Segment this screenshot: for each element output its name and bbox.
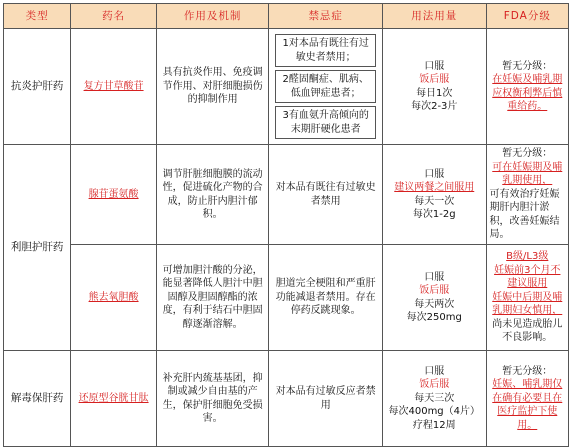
usage-dose: 每次2-3片 — [411, 101, 458, 112]
usage-route: 口服 — [424, 60, 445, 72]
contraindication-cell: 对本品有过敏反应者禁用 — [269, 351, 383, 447]
usage-frequency: 每日1次 — [416, 87, 453, 99]
drug-name-cell — [71, 29, 156, 145]
header-usage: 用法用量 — [382, 4, 486, 29]
contraindication-cell: 对本品有既往有过敏史者禁用 — [269, 145, 383, 245]
header-type: 类型 — [4, 4, 71, 29]
header-fda: FDA分级 — [486, 4, 568, 29]
usage-timing: 饭后服 — [419, 285, 450, 296]
usage-dose: 每次250mg — [406, 312, 462, 323]
drug-name-link[interactable]: 腺苷蛋氨酸 — [88, 188, 139, 200]
header-mechanism: 作用及机制 — [156, 4, 269, 29]
fda-cell — [486, 245, 568, 351]
contraindication-cell — [269, 29, 383, 145]
table-row — [4, 245, 569, 351]
contraindication-item: 2醛固酮症、肌病、低血钾症患者； — [275, 70, 376, 103]
usage-frequency: 每天一次 — [414, 195, 455, 207]
contraindication-item: 3有血氨升高倾向的末期肝硬化患者 — [275, 106, 376, 139]
usage-frequency: 每天两次 — [414, 298, 455, 310]
drug-name-link[interactable]: 还原型谷胱甘肽 — [78, 392, 149, 404]
fda-cell — [486, 145, 568, 245]
drug-name-cell — [71, 245, 156, 351]
group-type: 利胆护肝药 — [4, 145, 71, 351]
fda-level: 暂无分级： — [502, 365, 553, 377]
drug-name-cell — [71, 145, 156, 245]
usage-course: 疗程12周 — [412, 419, 456, 431]
usage-cell — [382, 245, 486, 351]
mechanism-cell: 具有抗炎作用、免疫调节作用、对肝细胞损伤的抑制作用 — [156, 29, 269, 145]
mechanism-cell: 补充肝内巯基基团，抑制或减少自由基的产生，保护肝细胞免受损害。 — [156, 351, 269, 447]
fda-note: 在妊娠及哺乳期应权衡利弊后慎重给药。 — [492, 74, 563, 112]
usage-timing: 建议两餐之间服用 — [394, 182, 475, 193]
mechanism-cell: 调节肝脏细胞膜的流动性，促进硫化产物的合成，防止肝内胆汁郁积。 — [156, 145, 269, 245]
fda-note-2: 妊娠中后期及哺乳期妇女慎用， — [492, 291, 563, 317]
fda-level: 暂无分级： — [502, 60, 553, 72]
usage-dose: 每次400mg（4片） — [388, 406, 481, 418]
fda-cell — [486, 351, 568, 447]
usage-timing: 饭后服 — [419, 379, 450, 391]
drug-name-cell — [71, 351, 156, 447]
header-row — [4, 4, 569, 29]
drug-name-link[interactable]: 熊去氧胆酸 — [88, 291, 139, 303]
usage-cell — [382, 29, 486, 145]
fda-level: 暂无分级： — [502, 148, 553, 160]
usage-route: 口服 — [424, 271, 445, 283]
table-row — [4, 351, 569, 447]
group-type: 解毒保肝药 — [4, 351, 71, 447]
contraindication-cell: 胆道完全梗阻和严重肝功能减退者禁用。存在停药反跳现象。 — [269, 245, 383, 351]
group-type: 抗炎护肝药 — [4, 29, 71, 145]
table-row — [4, 145, 569, 245]
header-drug-name: 药名 — [71, 4, 156, 29]
usage-route: 口服 — [424, 168, 445, 180]
mechanism-cell: 可增加胆汁酸的分泌，能显著降低人胆汁中胆固醇及胆固醇酯的浓度，有利于结石中胆固醇逐渐溶解。 — [156, 245, 269, 351]
fda-note: 可在妊娠期及哺乳期使用， — [492, 161, 563, 187]
usage-frequency: 每天三次 — [414, 392, 455, 404]
drug-name-link[interactable]: 复方甘草酸苷 — [83, 80, 144, 92]
usage-cell — [382, 145, 486, 245]
usage-timing: 饭后服 — [419, 74, 450, 85]
usage-cell — [382, 351, 486, 447]
usage-route: 口服 — [424, 365, 445, 377]
fda-level: B级/L3级 — [506, 251, 549, 263]
header-contraindications: 禁忌症 — [269, 4, 383, 29]
fda-extra: 尚未见造成胎儿不良影响。 — [492, 318, 563, 344]
fda-cell — [486, 29, 568, 145]
usage-dose: 每次1-2g — [412, 209, 456, 220]
drug-table — [3, 3, 569, 447]
fda-extra: 可有效治疗妊娠期肝内胆汁淤积，改善妊娠结局。 — [489, 188, 560, 241]
fda-note: 妊娠、哺乳期仅在确有必要且在医疗监护下使用。 — [492, 379, 563, 431]
contraindication-item: 1对本品有既往有过敏史者禁用； — [275, 34, 376, 67]
fda-note: 妊娠前3个月不建议服用 — [494, 264, 561, 290]
table-row — [4, 29, 569, 145]
